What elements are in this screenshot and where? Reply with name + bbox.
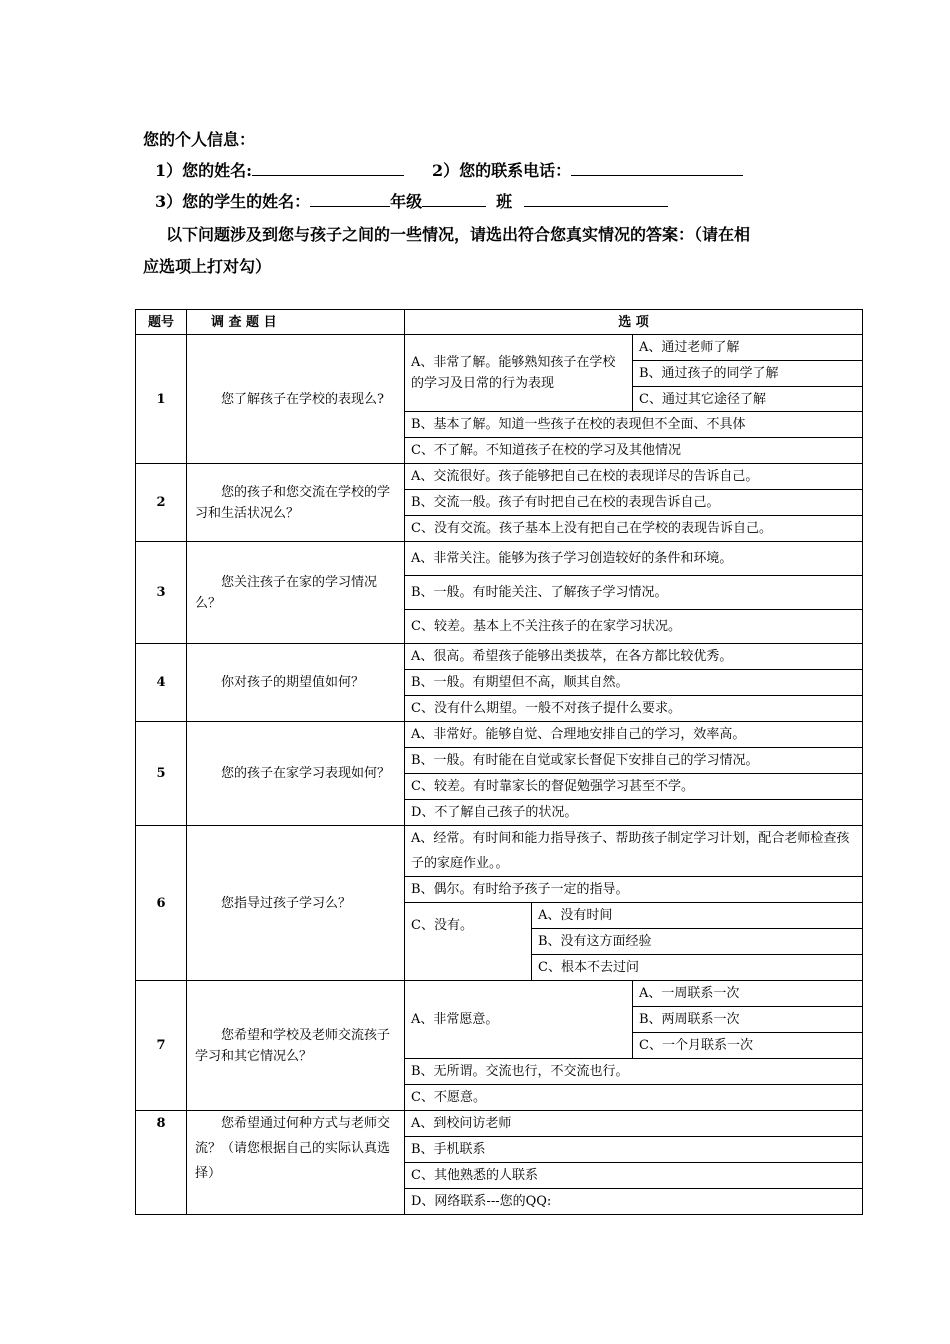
question-text: 你对孩子的期望值如何？ [187, 644, 405, 722]
name-label: 1）您的姓名: [155, 161, 253, 180]
option[interactable]: D、不了解自己孩子的状况。 [405, 800, 863, 826]
student-name-blank[interactable] [310, 191, 390, 207]
question-text: 您了解孩子在学校的表现么? [187, 335, 405, 464]
option[interactable]: A、很高。希望孩子能够出类拔萃，在各方都比较优秀。 [405, 644, 863, 670]
option[interactable]: B、交流一般。孩子有时把自己在校的表现告诉自己。 [405, 490, 863, 516]
question-number: 2 [136, 464, 187, 542]
option[interactable]: A、经常。有时间和能力指导孩子、帮助孩子制定学习计划，配合老师检查孩子的家庭作业。。 [405, 826, 863, 877]
table-row [136, 722, 863, 748]
question-text: 您希望和学校及老师交流孩子学习和其它情况么？ [187, 981, 405, 1111]
table-row [136, 464, 863, 490]
sub-option[interactable]: C、通过其它途径了解 [633, 387, 863, 412]
contact-line [143, 158, 743, 181]
grade-blank[interactable] [422, 191, 486, 207]
student-label: 3）您的学生的姓名： [155, 192, 311, 211]
option[interactable]: C、没有什么期望。一般不对孩子提什么要求。 [405, 696, 863, 722]
option[interactable]: C、其他熟悉的人联系 [405, 1163, 863, 1189]
sub-option[interactable]: C、根本不去过问 [532, 955, 863, 981]
option[interactable]: A、非常了解。能够熟知孩子在学校的学习及日常的行为表现 [405, 335, 633, 412]
option[interactable]: A、非常关注。能够为孩子学习创造较好的条件和环境。 [405, 542, 863, 576]
option[interactable]: B、偶尔。有时给予孩子一定的指导。 [405, 877, 863, 903]
question-number: 5 [136, 722, 187, 826]
option[interactable]: C、不了解。不知道孩子在校的学习及其他情况 [405, 438, 863, 464]
option[interactable]: A、到校问访老师 [405, 1111, 863, 1137]
header-number: 题号 [136, 310, 187, 335]
sub-option[interactable]: A、通过老师了解 [633, 335, 863, 361]
table-row [136, 542, 863, 576]
question-number: 8 [136, 1111, 187, 1215]
question-text: 您的孩子和您交流在学校的学习和生活状况么？ [187, 464, 405, 542]
option[interactable]: B、基本了解。知道一些孩子在校的表现但不全面、不具体 [405, 412, 863, 438]
option[interactable]: B、一般。有期望但不高，顺其自然。 [405, 670, 863, 696]
header-options: 选 项 [405, 310, 863, 335]
option[interactable]: C、较差。基本上不关注孩子的在家学习状况。 [405, 610, 863, 644]
page-title: 您的个人信息： [143, 130, 256, 149]
table-row [136, 826, 863, 877]
option[interactable]: B、手机联系 [405, 1137, 863, 1163]
option[interactable]: C、没有交流。孩子基本上没有把自己在学校的表现告诉自己。 [405, 516, 863, 542]
question-text: 您希望通过何种方式与老师交流？（请您根据自己的实际认真选择） [187, 1111, 405, 1215]
survey-table [135, 309, 863, 1215]
table-row [136, 981, 863, 1007]
option[interactable]: A、非常好。能够自觉、合理地安排自己的学习，效率高。 [405, 722, 863, 748]
option[interactable]: B、无所谓。交流也行，不交流也行。 [405, 1059, 863, 1085]
question-number: 1 [136, 335, 187, 464]
question-number: 6 [136, 826, 187, 981]
question-number: 7 [136, 981, 187, 1111]
question-text: 您的孩子在家学习表现如何？ [187, 722, 405, 826]
table-row [136, 644, 863, 670]
sub-option[interactable]: B、没有这方面经验 [532, 929, 863, 955]
option[interactable]: C、较差。有时靠家长的督促勉强学习甚至不学。 [405, 774, 863, 800]
option[interactable]: A、非常愿意。 [405, 981, 633, 1059]
option[interactable]: B、一般。有时能关注、了解孩子学习情况。 [405, 576, 863, 610]
class-blank[interactable] [524, 191, 668, 207]
table-row [136, 335, 863, 361]
student-line [143, 189, 668, 212]
question-number: 4 [136, 644, 187, 722]
table-row [136, 1111, 863, 1137]
sub-option[interactable]: C、一个月联系一次 [633, 1033, 863, 1059]
option[interactable]: D、网络联系---您的QQ: [405, 1189, 863, 1215]
sub-option[interactable]: A、一周联系一次 [633, 981, 863, 1007]
question-text: 您关注孩子在家的学习情况么？ [187, 542, 405, 644]
option[interactable]: B、一般。有时能在自觉或家长督促下安排自己的学习情况。 [405, 748, 863, 774]
instruction-line-1: 以下问题涉及到您与孩子之间的一些情况，请选出符合您真实情况的答案：（请在相 [166, 225, 751, 244]
option[interactable]: C、没有。 [405, 903, 532, 981]
grade-label: 年级 [390, 192, 423, 211]
option[interactable]: C、不愿意。 [405, 1085, 863, 1111]
option[interactable]: A、交流很好。孩子能够把自己在校的表现详尽的告诉自己。 [405, 464, 863, 490]
table-header-row [136, 310, 863, 335]
sub-option[interactable]: B、两周联系一次 [633, 1007, 863, 1033]
instruction-line-2: 应选项上打对勾） [143, 257, 272, 276]
name-blank[interactable] [252, 160, 404, 176]
phone-blank[interactable] [571, 160, 743, 176]
phone-label: 2）您的联系电话： [432, 161, 572, 180]
question-text: 您指导过孩子学习么？ [187, 826, 405, 981]
sub-option[interactable]: A、没有时间 [532, 903, 863, 929]
header-question: 调 查 题 目 [187, 310, 405, 335]
class-label: 班 [496, 192, 513, 211]
sub-option[interactable]: B、通过孩子的同学了解 [633, 361, 863, 387]
question-number: 3 [136, 542, 187, 644]
